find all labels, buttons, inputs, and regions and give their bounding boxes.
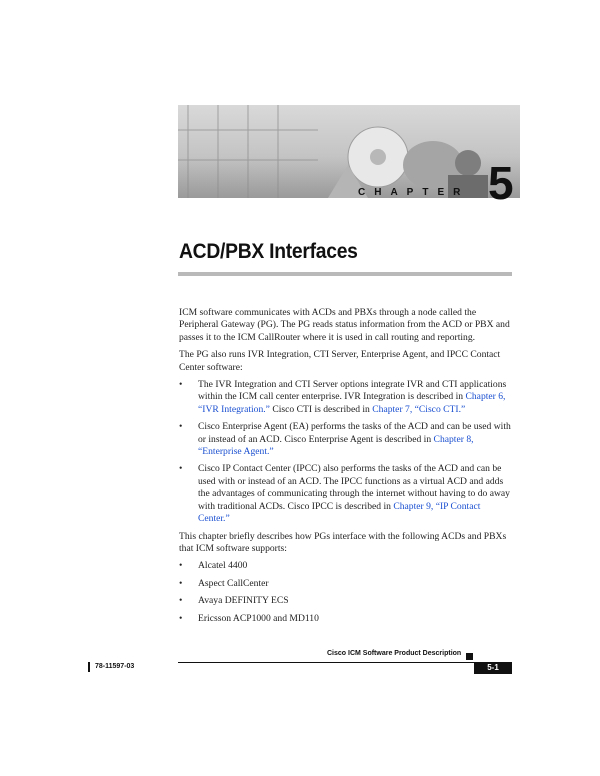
- list-item: • Alcatel 4400: [179, 560, 248, 572]
- footer-left-marker: [88, 662, 90, 672]
- list-item: • Cisco IP Contact Center (IPCC) also performs the tasks of the ACD and can be used with or instead of an ACD. The IPCC functions as a virtual ACD and adds the advantages of communicating through the internet without having to do away with traditional ACDs. Cisco IPCC is described in Chapter 9, “IP Contact Center.”: [179, 463, 510, 525]
- chapter-number: 5: [488, 157, 514, 209]
- chapter-8-link[interactable]: Chapter 8, “Enterprise Agent.”: [198, 433, 474, 458]
- body-text: [179, 307, 513, 630]
- footer-marker: [466, 653, 473, 660]
- list-item: • Aspect CallCenter: [179, 577, 269, 589]
- footer-doc-title: Cisco ICM Software Product Description: [327, 650, 462, 657]
- footer-doc-number: 78-11597-03: [95, 663, 135, 670]
- list-item: • Ericsson ACP1000 and MD110: [179, 612, 319, 624]
- acd-list: [179, 560, 513, 625]
- list-item: • The IVR Integration and CTI Server options integrate IVR and CTI applications within the ICM call center enterprise. IVR Integration is described in Chapter 6, “IVR Integration.” Cisco CTI is described in Chapter 7, “Cisco CTI.”: [179, 379, 507, 415]
- page-number: 5-1: [474, 662, 512, 674]
- page-title: ACD/PBX Interfaces: [179, 240, 358, 263]
- intro-paragraph: ICM software communicates with ACDs and PBXs through a node called the Peripheral Gateway (PG). The PG reads status information from the ACD or PBX and passes it to the ICM CallRouter where it is used in call routing and reporting.: [179, 307, 510, 343]
- title-divider: [178, 272, 512, 276]
- list-item: • Avaya DEFINITY ECS: [179, 595, 289, 607]
- options-intro-paragraph: The PG also runs IVR Integration, CTI Server, Enterprise Agent, and IPCC Contact Center software:: [179, 349, 501, 373]
- acd-intro-paragraph: This chapter briefly describes how PGs interface with the following ACDs and PBXs that ICM software supports:: [179, 530, 507, 554]
- chapter-6-link[interactable]: Chapter 6, “IVR Integration.”: [198, 391, 506, 415]
- chapter-9-link[interactable]: Chapter 9, “IP Contact Center.”: [198, 500, 481, 525]
- list-item: • Cisco Enterprise Agent (EA) performs the tasks of the ACD and can be used with or instead of an ACD. Cisco Enterprise Agent is described in Chapter 8, “Enterprise Agent.”: [179, 421, 511, 458]
- chapter-banner-image: [178, 105, 520, 198]
- chapter-label: CHAPTER: [358, 187, 470, 198]
- options-list: [179, 379, 513, 525]
- footer-divider: [178, 662, 512, 663]
- chapter-7-link[interactable]: Chapter 7, “Cisco CTI.”: [372, 403, 466, 415]
